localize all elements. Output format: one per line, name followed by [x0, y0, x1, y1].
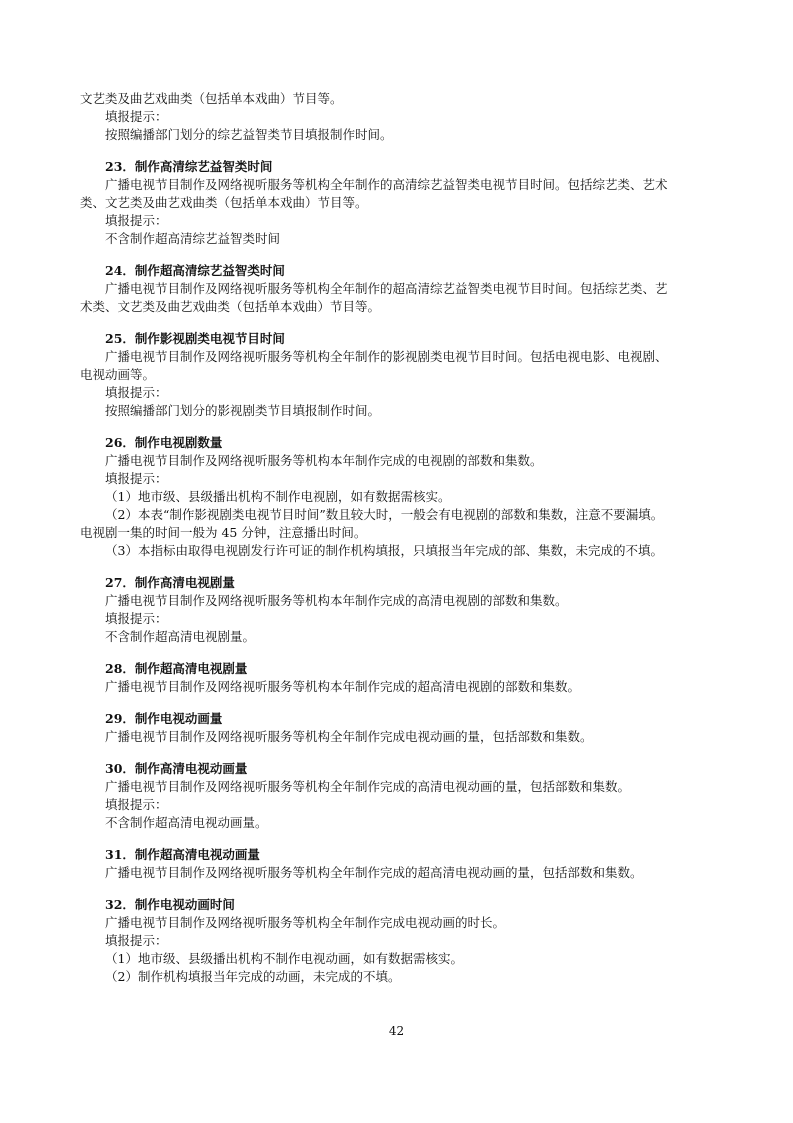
page-number: 42 [388, 1024, 405, 1038]
section-29 [80, 710, 730, 746]
text-line: 填报提示： [105, 109, 168, 124]
section-title: 制作超高清电视剧量 [134, 661, 248, 676]
section-number: 29 [105, 711, 123, 726]
text-line: 填报提示： [105, 385, 168, 400]
section-number: 28 [105, 661, 123, 676]
section-title: 制作超高清综艺益智类时间 [134, 263, 285, 278]
section-heading [80, 262, 730, 280]
section-number: 31 [105, 847, 123, 862]
text-line: 不含制作超高清电视动画量。 [105, 815, 268, 830]
section-heading [80, 896, 730, 914]
section-heading [80, 434, 730, 452]
section-28 [80, 660, 730, 696]
text-line: 填报提示： [105, 611, 168, 626]
section-number: 24 [105, 263, 123, 278]
section-30 [80, 760, 730, 832]
section-number-separator: ． [122, 661, 135, 676]
section-23 [80, 158, 730, 248]
text-line: （2）制作机构填报当年完成的动画，未完成的不填。 [105, 969, 401, 984]
section-24 [80, 262, 730, 316]
text-line: 电视动画等。 [80, 367, 156, 382]
section-title: 制作电视动画时间 [134, 897, 235, 912]
text-line: 填报提示： [105, 471, 168, 486]
section-title: 制作影视剧类电视节目时间 [134, 331, 285, 346]
section-number-separator: ． [122, 711, 135, 726]
section-27 [80, 574, 730, 646]
text-line: 广播电视节目制作及网络视听服务等机构全年制作的超高清综艺益智类电视节目时间。包括综艺类、艺 [105, 281, 668, 296]
text-line: 广播电视节目制作及网络视听服务等机构全年制作的高清综艺益智类电视节目时间。包括综艺类、艺术 [105, 177, 668, 192]
text-line: 广播电视节目制作及网络视听服务等机构本年制作完成的高清电视剧的部数和集数。 [105, 593, 568, 608]
text-line: 类、文艺类及曲艺戏曲类（包括单本戏曲）节目等。 [80, 195, 368, 210]
text-line: （3）本指标由取得电视剧发行许可证的制作机构填报，只填报当年完成的部、集数，未完成的不填。 [105, 543, 663, 558]
section-heading [80, 760, 730, 778]
section-title: 制作超高清电视动画量 [134, 847, 260, 862]
sections-container [80, 158, 730, 986]
section-number-separator: ． [122, 575, 135, 590]
text-line: （1）地市级、县级播出机构不制作电视剧，如有数据需核实。 [105, 489, 451, 504]
section-heading [80, 574, 730, 592]
text-line: 广播电视节目制作及网络视听服务等机构全年制作完成电视动画的时长。 [105, 915, 506, 930]
section-heading [80, 710, 730, 728]
section-number: 27 [105, 575, 123, 590]
section-title: 制作高清综艺益智类时间 [134, 159, 273, 174]
text-line: 按照编播部门划分的影视剧类节目填报制作时间。 [105, 403, 381, 418]
section-31 [80, 846, 730, 882]
section-number: 30 [105, 761, 123, 776]
section-number-separator: ． [122, 897, 135, 912]
text-line: 不含制作超高清综艺益智类时间 [105, 231, 281, 246]
section-number-separator: ． [122, 263, 135, 278]
section-number-separator: ． [122, 761, 135, 776]
text-line: 广播电视节目制作及网络视听服务等机构全年制作完成的超高清电视动画的量，包括部数和集数。 [105, 865, 643, 880]
text-line: 电视剧一集的时间一般为 45 分钟，注意播出时间。 [80, 525, 367, 540]
section-heading [80, 846, 730, 864]
text-line: 广播电视节目制作及网络视听服务等机构全年制作完成的高清电视动画的量，包括部数和集数。 [105, 779, 631, 794]
text-line: 不含制作超高清电视剧量。 [105, 629, 256, 644]
text-line: 填报提示： [105, 933, 168, 948]
section-25 [80, 330, 730, 420]
text-line: 广播电视节目制作及网络视听服务等机构本年制作完成的超高清电视剧的部数和集数。 [105, 679, 581, 694]
text-line: 术类、文艺类及曲艺戏曲类（包括单本戏曲）节目等。 [80, 299, 381, 314]
text-line: 文艺类及曲艺戏曲类（包括单本戏曲）节目等。 [80, 91, 343, 106]
section-32 [80, 896, 730, 986]
text-line: 广播电视节目制作及网络视听服务等机构全年制作完成电视动画的量，包括部数和集数。 [105, 729, 593, 744]
section-number: 25 [105, 331, 123, 346]
text-line: 广播电视节目制作及网络视听服务等机构全年制作的影视剧类电视节目时间。包括电视电影、电视剧、 [105, 349, 668, 364]
section-number-separator: ． [122, 331, 135, 346]
section-title: 制作高清电视动画量 [134, 761, 248, 776]
text-line: （2）本表“制作影视剧类电视节目时间”数且较大时，一般会有电视剧的部数和集数，注意不要漏填。 [105, 507, 664, 522]
section-number: 26 [105, 435, 123, 450]
section-title: 制作电视动画量 [134, 711, 223, 726]
section-heading [80, 158, 730, 176]
text-line: 广播电视节目制作及网络视听服务等机构本年制作完成的电视剧的部数和集数。 [105, 453, 543, 468]
section-title: 制作电视剧数量 [134, 435, 223, 450]
section-title: 制作高清电视剧量 [134, 575, 235, 590]
document-body [80, 90, 730, 986]
text-line: 填报提示： [105, 797, 168, 812]
section-number: 32 [105, 897, 123, 912]
section-heading [80, 330, 730, 348]
section-heading [80, 660, 730, 678]
section-26 [80, 434, 730, 560]
text-line: 填报提示： [105, 213, 168, 228]
section-number-separator: ． [122, 159, 135, 174]
section-number: 23 [105, 159, 123, 174]
intro-block [80, 90, 730, 144]
text-line: （1）地市级、县级播出机构不制作电视动画，如有数据需核实。 [105, 951, 463, 966]
text-line: 按照编播部门划分的综艺益智类节目填报制作时间。 [105, 127, 393, 142]
section-number-separator: ． [122, 435, 135, 450]
section-number-separator: ． [122, 847, 135, 862]
